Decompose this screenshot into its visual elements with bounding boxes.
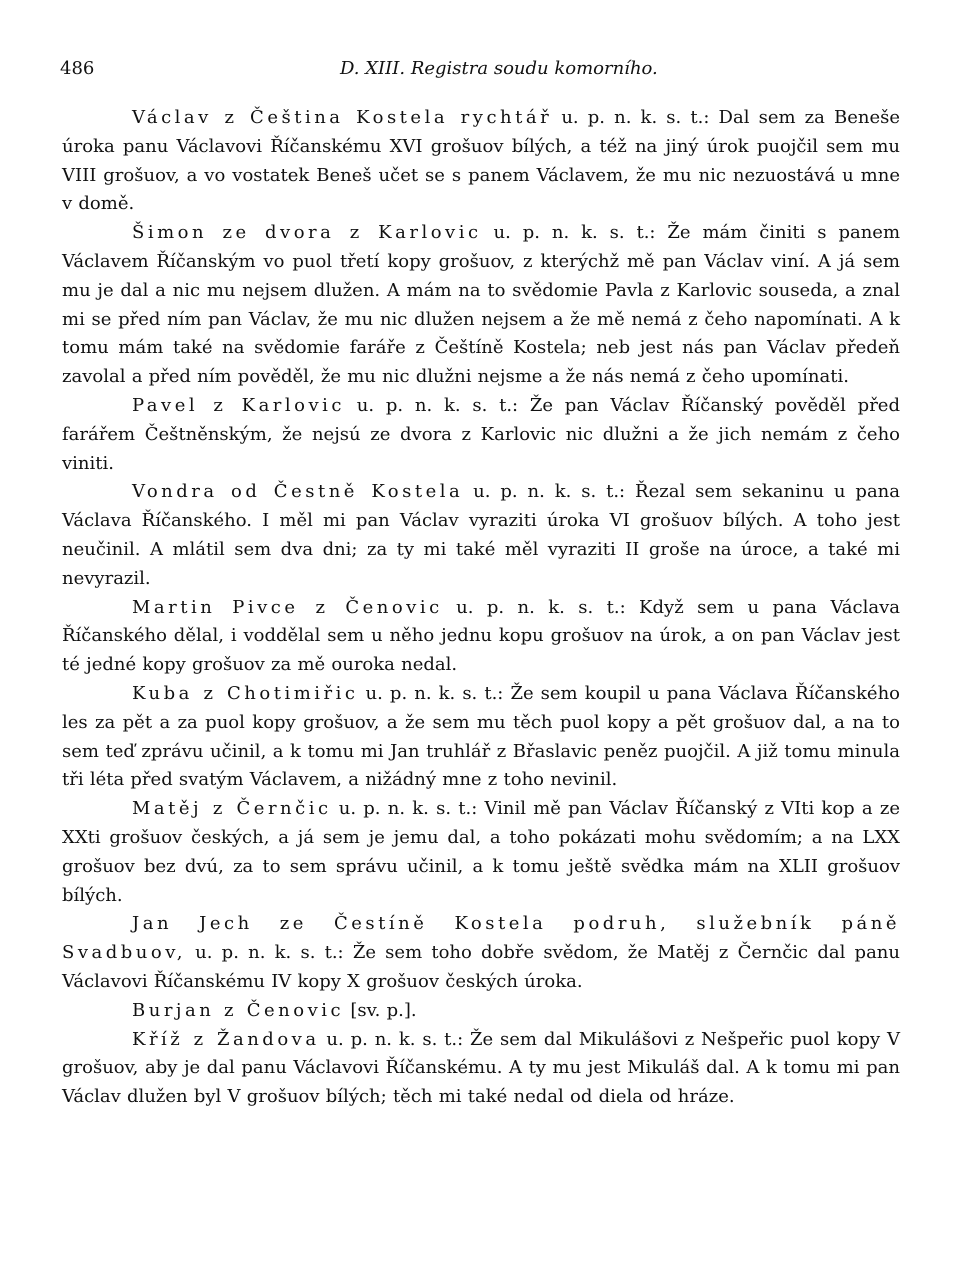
formula-abbreviation: u. p. n. k. s. t.: [463,481,626,503]
testimony-paragraph [62,392,900,478]
witness-name: Vondra od Čestně Kostela [132,481,464,503]
testimony-paragraph [62,997,900,1026]
testimony-text: Když sem u pana Václava Říčanského dělal, i voddělal sem u něho jednu kopu grošuov na úrok, a on pan Václav jest té jedné kopy grošuov za mě ouroka nedal. [62,596,900,676]
witness-name: Kuba z Chotimiřic [132,682,359,704]
testimony-paragraph [62,594,900,680]
testimony-text: Dal sem za Beneše úroka panu Václavovi Říčanskému XVI grošuov bílých, a též na jiný úrok puojčil sem mu VIII grošuov, a vo vostatek Beneš učet se s panem Václavem, že mu nic nezuostává u mne v domě. [62,107,901,215]
testimony-paragraph [62,680,900,795]
formula-abbreviation: u. p. n. k. s. t.: [552,107,710,128]
witness-name: Matěj z Černčic [132,798,332,820]
witness-name: Šimon ze dvora z Karlovic [132,222,482,244]
testimony-paragraph [62,104,900,219]
formula-abbreviation: u. p. n. k. s. t.: [481,222,656,244]
document-body [62,104,900,1112]
witness-name: Jan Jech ze Čestíně Kostela podruh, služebník páně Svadbuov, [62,913,900,964]
formula-abbreviation: u. p. n. k. s. t.: [185,942,344,964]
formula-abbreviation: u. p. n. k. s. t.: [358,682,504,704]
formula-abbreviation: u. p. n. k. s. t.: [331,798,478,820]
testimony-text: Že sem dal Mikulášovi z Nešpeřic puol kopy V grošuov, aby je dal panu Václavovi Říčanskému. A ty mu jest Mikuláš dal. A k tomu mi pan Václav dlužen byl V grošuov bílých; těch mi také nedal od diela od hráze. [62,1028,901,1108]
page-header [60,58,900,88]
testimony-paragraph [62,795,900,910]
testimony-text: Řezal sem sekaninu u pana Václava Říčanského. I měl mi pan Václav vyraziti úroka VI grošuov bílých. A toho jest neučinil. A mlátil sem dva dni; za ty mi také měl vyraziti II groše na úroce, a také mi nevyrazil. [62,481,901,589]
formula-abbreviation: u. p. n. k. s. t.: [319,1028,464,1050]
testimony-paragraph [62,910,900,996]
witness-name: Martin Pivce z Čenovic [132,596,443,618]
testimony-text: Že mám činiti s panem Václavem Říčanským vo puol třetí kopy grošuov, z kterýchž mě pan Václav viní. A já sem mu je dal a nic mu nejsem dlužen. A mám na to svědomie Pavla z Karlovic souseda, a znal mi se před ním pan Václav, že mu nic dlužen nejsem a že mě nemá z čeho napomínati. A k tomu mám také na svědomie faráře z Češtíně Kostela; neb jest nás pan Václav předeň zavolal a před ním pověděl, že mu nic dlužni nejsme a že nás nemá z čeho upomínati. [62,222,901,388]
witness-name: Kříž z Žandova [132,1028,320,1050]
formula-abbreviation: u. p. n. k. s. t.: [442,596,626,618]
running-title: D. XIII. Registra soudu komorního. [340,58,658,79]
testimony-text: Že sem koupil u pana Václava Říčanského les za pět a za puol kopy grošuov, a že sem mu těch puol kopy a pět grošuov dal, a na to sem teď zprávu učinil, a k tomu mi Jan truhlář z Břaslavic peněz puojčil. A již tomu minula tři léta před svatým Václavem, a nižádný mne z toho nevinil. [62,682,900,791]
page-number: 486 [60,58,95,79]
testimony-text: Vinil mě pan Václav Říčanský z VIti kop a ze XXti grošuov českých, a já sem je jemu dal, a toho pokázati mohu svědomím; a na LXX grošuov bez dvú, za to sem správu učinil, a k tomu ještě svědka mám na XLII grošuov bílých. [62,798,900,906]
formula-abbreviation: u. p. n. k. s. t.: [345,394,519,416]
testimony-paragraph [62,478,900,593]
testimony-paragraph [62,219,900,392]
witness-name: Pavel z Karlovic [132,394,346,416]
witness-name: Burjan z Čenovic [132,999,345,1021]
testimony-paragraph [62,1026,900,1112]
testimony-text: Že sem toho dobře svědom, že Matěj z Černčic dal panu Václavovi Říčanskému IV kopy X grošuov českých úroka. [62,942,900,992]
testimony-text: Že pan Václav Říčanský pověděl před farářem Češtněnským, že nejsú ze dvora z Karlovic nic dlužni a že jich nemám z čeho viniti. [62,394,900,474]
witness-name: Václav z Čeština Kostela rychtář [132,107,553,128]
formula-abbreviation: [sv. p.]. [344,999,417,1021]
